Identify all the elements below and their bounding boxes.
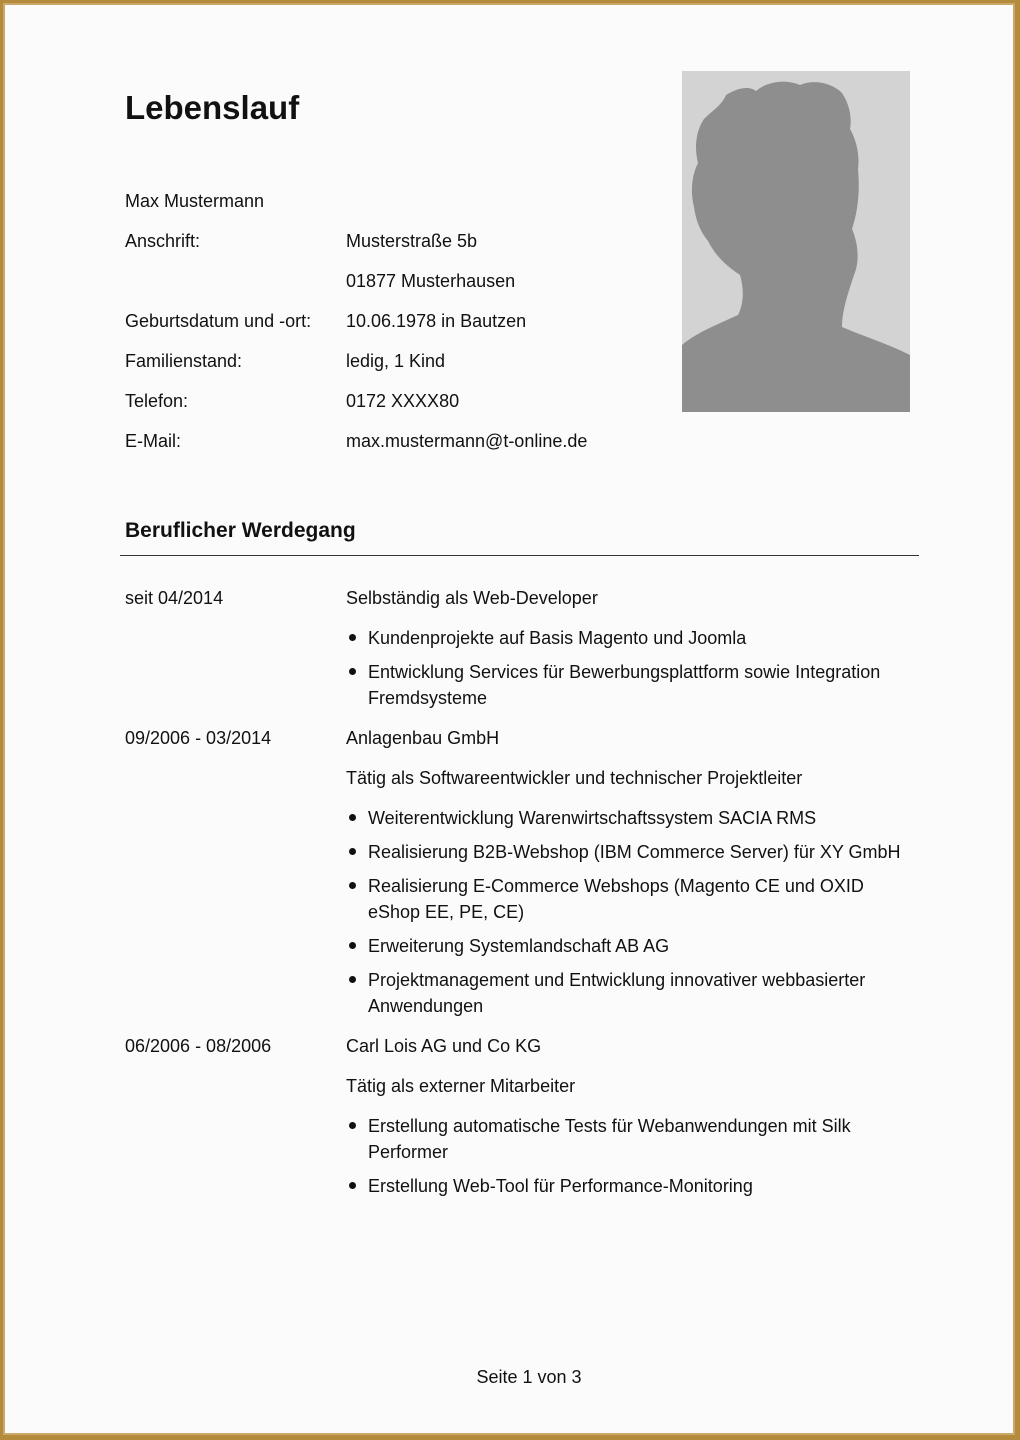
entry-period: 09/2006 - 03/2014	[125, 728, 272, 748]
bullet-icon	[349, 848, 356, 855]
list-item	[346, 933, 905, 959]
list-item	[346, 625, 905, 651]
entry-bullets	[346, 625, 905, 711]
list-item-text: Erweiterung Systemlandschaft AB AG	[368, 936, 670, 956]
bullet-icon	[349, 976, 356, 983]
entry-role: Tätig als Softwareentwickler und technischer Projektleiter	[346, 768, 803, 788]
entry-bullets	[346, 805, 905, 1019]
info-value: 01877 Musterhausen	[346, 271, 516, 291]
list-item	[346, 839, 905, 865]
list-item	[346, 873, 905, 925]
section-title: Beruflicher Werdegang	[125, 519, 356, 542]
page-number: Seite 1 von 3	[476, 1367, 582, 1387]
bullet-icon	[349, 634, 356, 641]
info-value: 0172 XXXX80	[346, 391, 460, 411]
list-item-text: Weiterentwicklung Warenwirtschaftssystem SACIA RMS	[368, 808, 817, 828]
entry-role: Tätig als externer Mitarbeiter	[346, 1076, 576, 1096]
career-list	[125, 585, 905, 1213]
list-item-text: Kundenprojekte auf Basis Magento und Joomla	[368, 628, 747, 648]
info-label: Telefon:	[125, 391, 189, 411]
entry-period: seit 04/2014	[125, 588, 224, 608]
applicant-name: Max Mustermann	[125, 191, 265, 211]
list-item-text: Erstellung automatische Tests für Webanwendungen mit Silk Performer	[368, 1116, 851, 1162]
bullet-icon	[349, 1182, 356, 1189]
info-value: 10.06.1978 in Bautzen	[346, 311, 527, 331]
bullet-icon	[349, 1122, 356, 1129]
profile-photo-placeholder	[682, 71, 910, 412]
entry-employer: Selbständig als Web-Developer	[346, 588, 598, 608]
info-label: E-Mail:	[125, 431, 182, 451]
list-item	[346, 805, 905, 831]
career-entry	[125, 725, 905, 1019]
list-item	[346, 659, 905, 711]
list-item-text: Entwicklung Services für Bewerbungsplattform sowie Integration Fremdsysteme	[368, 662, 881, 708]
entry-employer: Carl Lois AG und Co KG	[346, 1036, 542, 1056]
person-silhouette-icon	[682, 71, 910, 412]
info-label: Geburtsdatum und -ort:	[125, 311, 312, 331]
list-item-text: Realisierung E-Commerce Webshops (Magento CE und OXID eShop EE, PE, CE)	[368, 876, 864, 922]
list-item	[346, 1173, 905, 1199]
cv-page	[5, 5, 1013, 1433]
section-divider	[120, 555, 919, 556]
list-item-text: Erstellung Web-Tool für Performance-Monitoring	[368, 1176, 753, 1196]
bullet-icon	[349, 668, 356, 675]
info-label: Anschrift:	[125, 231, 201, 251]
page-title: Lebenslauf	[125, 89, 300, 126]
bullet-icon	[349, 942, 356, 949]
list-item	[346, 1113, 905, 1165]
entry-employer: Anlagenbau GmbH	[346, 728, 500, 748]
info-value: ledig, 1 Kind	[346, 351, 446, 371]
entry-body	[346, 1033, 905, 1199]
list-item-text: Projektmanagement und Entwicklung innovativer webbasierter Anwendungen	[368, 970, 866, 1016]
list-item	[346, 967, 905, 1019]
bullet-icon	[349, 882, 356, 889]
entry-period: 06/2006 - 08/2006	[125, 1036, 272, 1056]
career-entry	[125, 1033, 905, 1199]
info-label: Familienstand:	[125, 351, 243, 371]
entry-body	[346, 585, 905, 711]
entry-body	[346, 725, 905, 1019]
entry-bullets	[346, 1113, 905, 1199]
info-value: Musterstraße 5b	[346, 231, 478, 251]
career-entry	[125, 585, 905, 711]
list-item-text: Realisierung B2B-Webshop (IBM Commerce Server) für XY GmbH	[368, 842, 901, 862]
info-value: max.mustermann@t-online.de	[346, 431, 588, 451]
bullet-icon	[349, 814, 356, 821]
